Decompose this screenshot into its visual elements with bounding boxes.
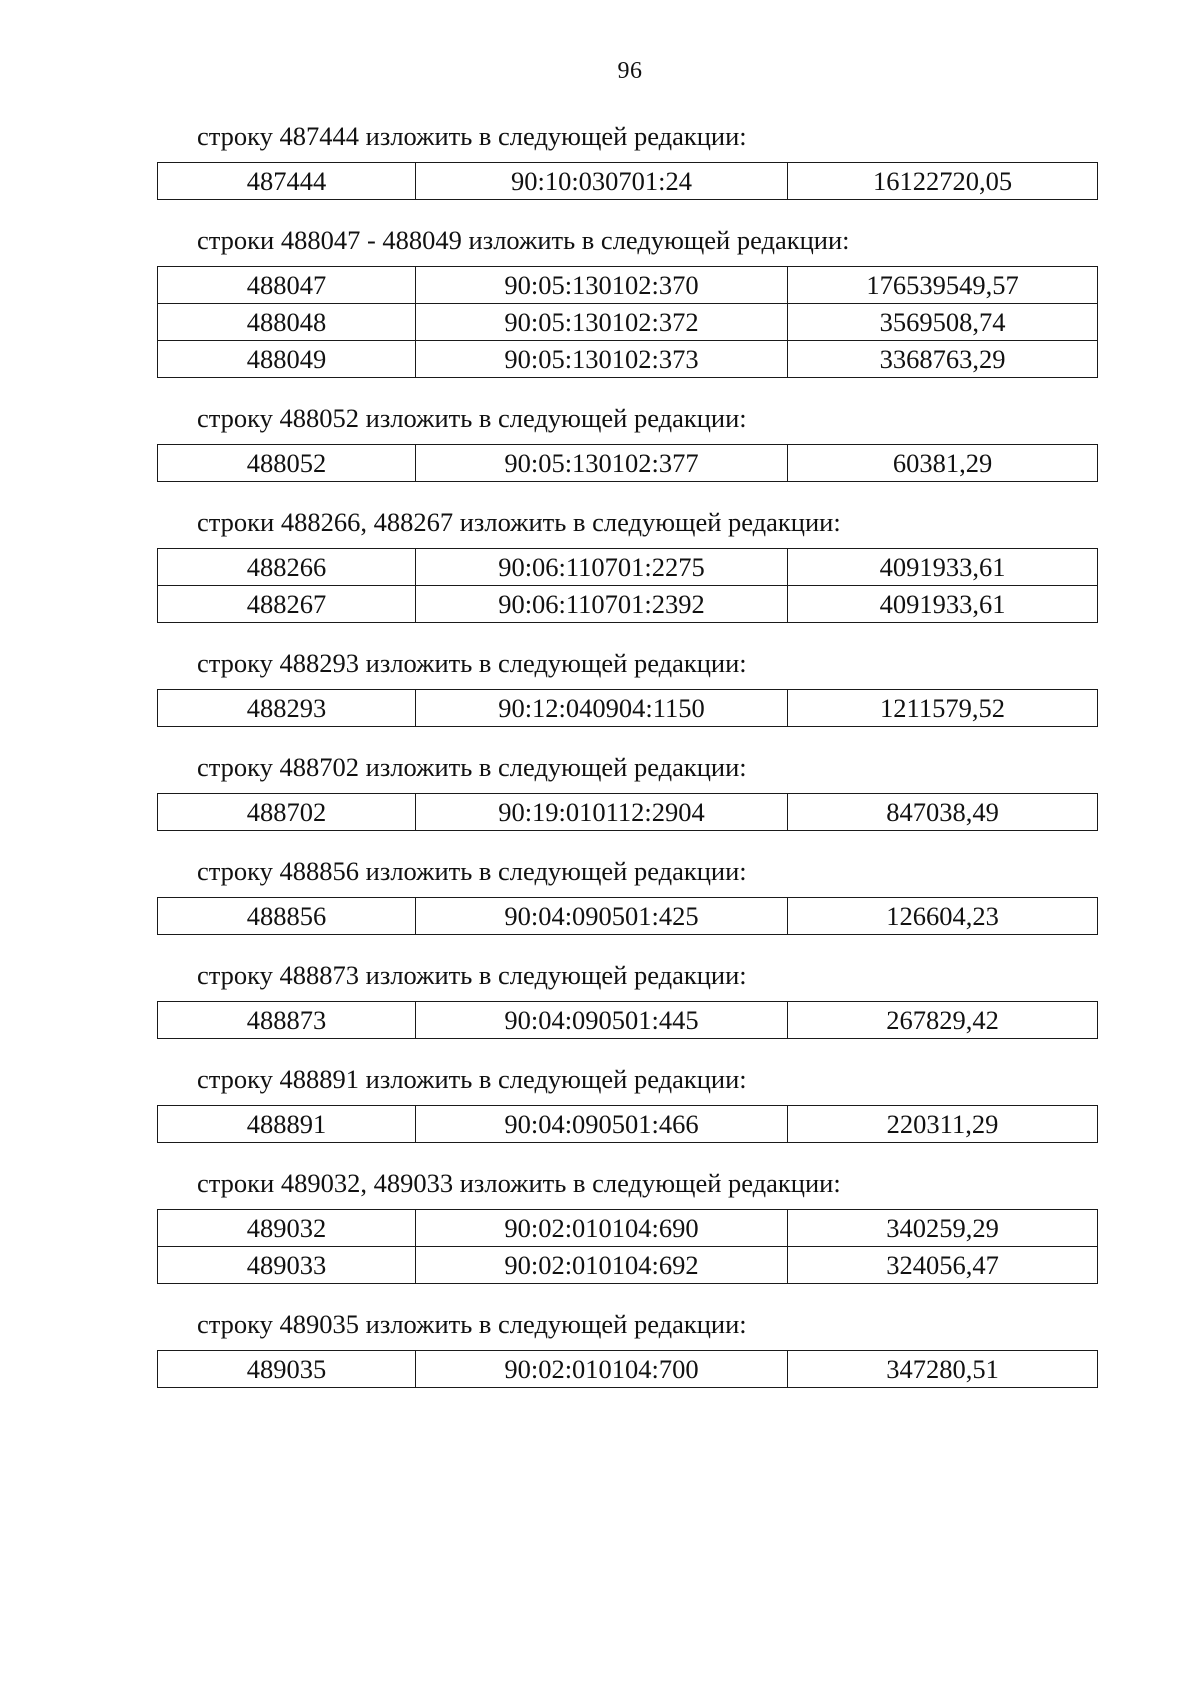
row-number-cell: 488267 xyxy=(158,586,416,623)
table-row xyxy=(158,690,1098,727)
amendment-instruction: строку 487444 изложить в следующей редакции: xyxy=(197,121,747,151)
amendment-section xyxy=(157,224,1097,378)
row-number-cell: 487444 xyxy=(158,163,416,200)
table-row xyxy=(158,549,1098,586)
table-row xyxy=(158,1210,1098,1247)
amendment-instruction: строки 488266, 488267 изложить в следующей редакции: xyxy=(197,507,841,537)
cadastral-number-cell: 90:02:010104:700 xyxy=(416,1351,788,1388)
amendment-instruction: строку 488891 изложить в следующей редакции: xyxy=(197,1064,747,1094)
amendment-section xyxy=(157,1167,1097,1284)
cadastral-number-cell: 90:05:130102:372 xyxy=(416,304,788,341)
value-cell: 126604,23 xyxy=(788,898,1098,935)
amendment-table xyxy=(157,1001,1098,1039)
cadastral-number-cell: 90:02:010104:690 xyxy=(416,1210,788,1247)
table-row xyxy=(158,898,1098,935)
value-cell: 4091933,61 xyxy=(788,549,1098,586)
amendment-instruction: строку 488856 изложить в следующей редакции: xyxy=(197,856,747,886)
cadastral-number-cell: 90:06:110701:2392 xyxy=(416,586,788,623)
row-number-cell: 488049 xyxy=(158,341,416,378)
amendment-table xyxy=(157,266,1098,378)
amendment-instruction: строку 488293 изложить в следующей редакции: xyxy=(197,648,747,678)
table-row xyxy=(158,1002,1098,1039)
cadastral-number-cell: 90:04:090501:445 xyxy=(416,1002,788,1039)
value-cell: 60381,29 xyxy=(788,445,1098,482)
amendment-section xyxy=(157,959,1097,1039)
value-cell: 3569508,74 xyxy=(788,304,1098,341)
amendment-section xyxy=(157,647,1097,727)
row-number-cell: 488293 xyxy=(158,690,416,727)
cadastral-number-cell: 90:04:090501:466 xyxy=(416,1106,788,1143)
value-cell: 347280,51 xyxy=(788,1351,1098,1388)
amendment-table xyxy=(157,793,1098,831)
value-cell: 220311,29 xyxy=(788,1106,1098,1143)
value-cell: 324056,47 xyxy=(788,1247,1098,1284)
cadastral-number-cell: 90:05:130102:370 xyxy=(416,267,788,304)
table-row xyxy=(158,304,1098,341)
amendment-table xyxy=(157,897,1098,935)
row-number-cell: 489032 xyxy=(158,1210,416,1247)
row-number-cell: 488856 xyxy=(158,898,416,935)
row-number-cell: 488048 xyxy=(158,304,416,341)
value-cell: 847038,49 xyxy=(788,794,1098,831)
table-row xyxy=(158,445,1098,482)
value-cell: 3368763,29 xyxy=(788,341,1098,378)
amendment-instruction: строку 489035 изложить в следующей редакции: xyxy=(197,1309,747,1339)
row-number-cell: 488047 xyxy=(158,267,416,304)
amendment-section xyxy=(157,1063,1097,1143)
amendment-section xyxy=(157,751,1097,831)
row-number-cell: 489035 xyxy=(158,1351,416,1388)
table-row xyxy=(158,267,1098,304)
amendment-instruction: строки 489032, 489033 изложить в следующей редакции: xyxy=(197,1168,841,1198)
amendment-table xyxy=(157,162,1098,200)
amendment-table xyxy=(157,1350,1098,1388)
value-cell: 1211579,52 xyxy=(788,690,1098,727)
table-row xyxy=(158,163,1098,200)
cadastral-number-cell: 90:19:010112:2904 xyxy=(416,794,788,831)
table-row xyxy=(158,1351,1098,1388)
amendment-table xyxy=(157,444,1098,482)
amendment-instruction: строку 488702 изложить в следующей редакции: xyxy=(197,752,747,782)
value-cell: 4091933,61 xyxy=(788,586,1098,623)
amendment-table xyxy=(157,548,1098,623)
row-number-cell: 489033 xyxy=(158,1247,416,1284)
value-cell: 340259,29 xyxy=(788,1210,1098,1247)
table-row xyxy=(158,586,1098,623)
amendment-section xyxy=(157,855,1097,935)
table-row xyxy=(158,1106,1098,1143)
table-row xyxy=(158,794,1098,831)
amendment-section xyxy=(157,506,1097,623)
table-row xyxy=(158,341,1098,378)
amendment-instruction: строку 488052 изложить в следующей редакции: xyxy=(197,403,747,433)
value-cell: 176539549,57 xyxy=(788,267,1098,304)
row-number-cell: 488052 xyxy=(158,445,416,482)
cadastral-number-cell: 90:05:130102:377 xyxy=(416,445,788,482)
row-number-cell: 488266 xyxy=(158,549,416,586)
cadastral-number-cell: 90:12:040904:1150 xyxy=(416,690,788,727)
cadastral-number-cell: 90:04:090501:425 xyxy=(416,898,788,935)
row-number-cell: 488702 xyxy=(158,794,416,831)
cadastral-number-cell: 90:05:130102:373 xyxy=(416,341,788,378)
page-number: 96 xyxy=(617,58,643,84)
cadastral-number-cell: 90:10:030701:24 xyxy=(416,163,788,200)
amendments-list xyxy=(157,120,1097,1412)
amendment-section xyxy=(157,120,1097,200)
amendment-table xyxy=(157,1105,1098,1143)
value-cell: 267829,42 xyxy=(788,1002,1098,1039)
amendment-instruction: строки 488047 - 488049 изложить в следующей редакции: xyxy=(197,225,850,255)
value-cell: 16122720,05 xyxy=(788,163,1098,200)
amendment-table xyxy=(157,1209,1098,1284)
cadastral-number-cell: 90:06:110701:2275 xyxy=(416,549,788,586)
amendment-instruction: строку 488873 изложить в следующей редакции: xyxy=(197,960,747,990)
row-number-cell: 488891 xyxy=(158,1106,416,1143)
amendment-table xyxy=(157,689,1098,727)
amendment-section xyxy=(157,1308,1097,1388)
cadastral-number-cell: 90:02:010104:692 xyxy=(416,1247,788,1284)
amendment-section xyxy=(157,402,1097,482)
table-row xyxy=(158,1247,1098,1284)
row-number-cell: 488873 xyxy=(158,1002,416,1039)
